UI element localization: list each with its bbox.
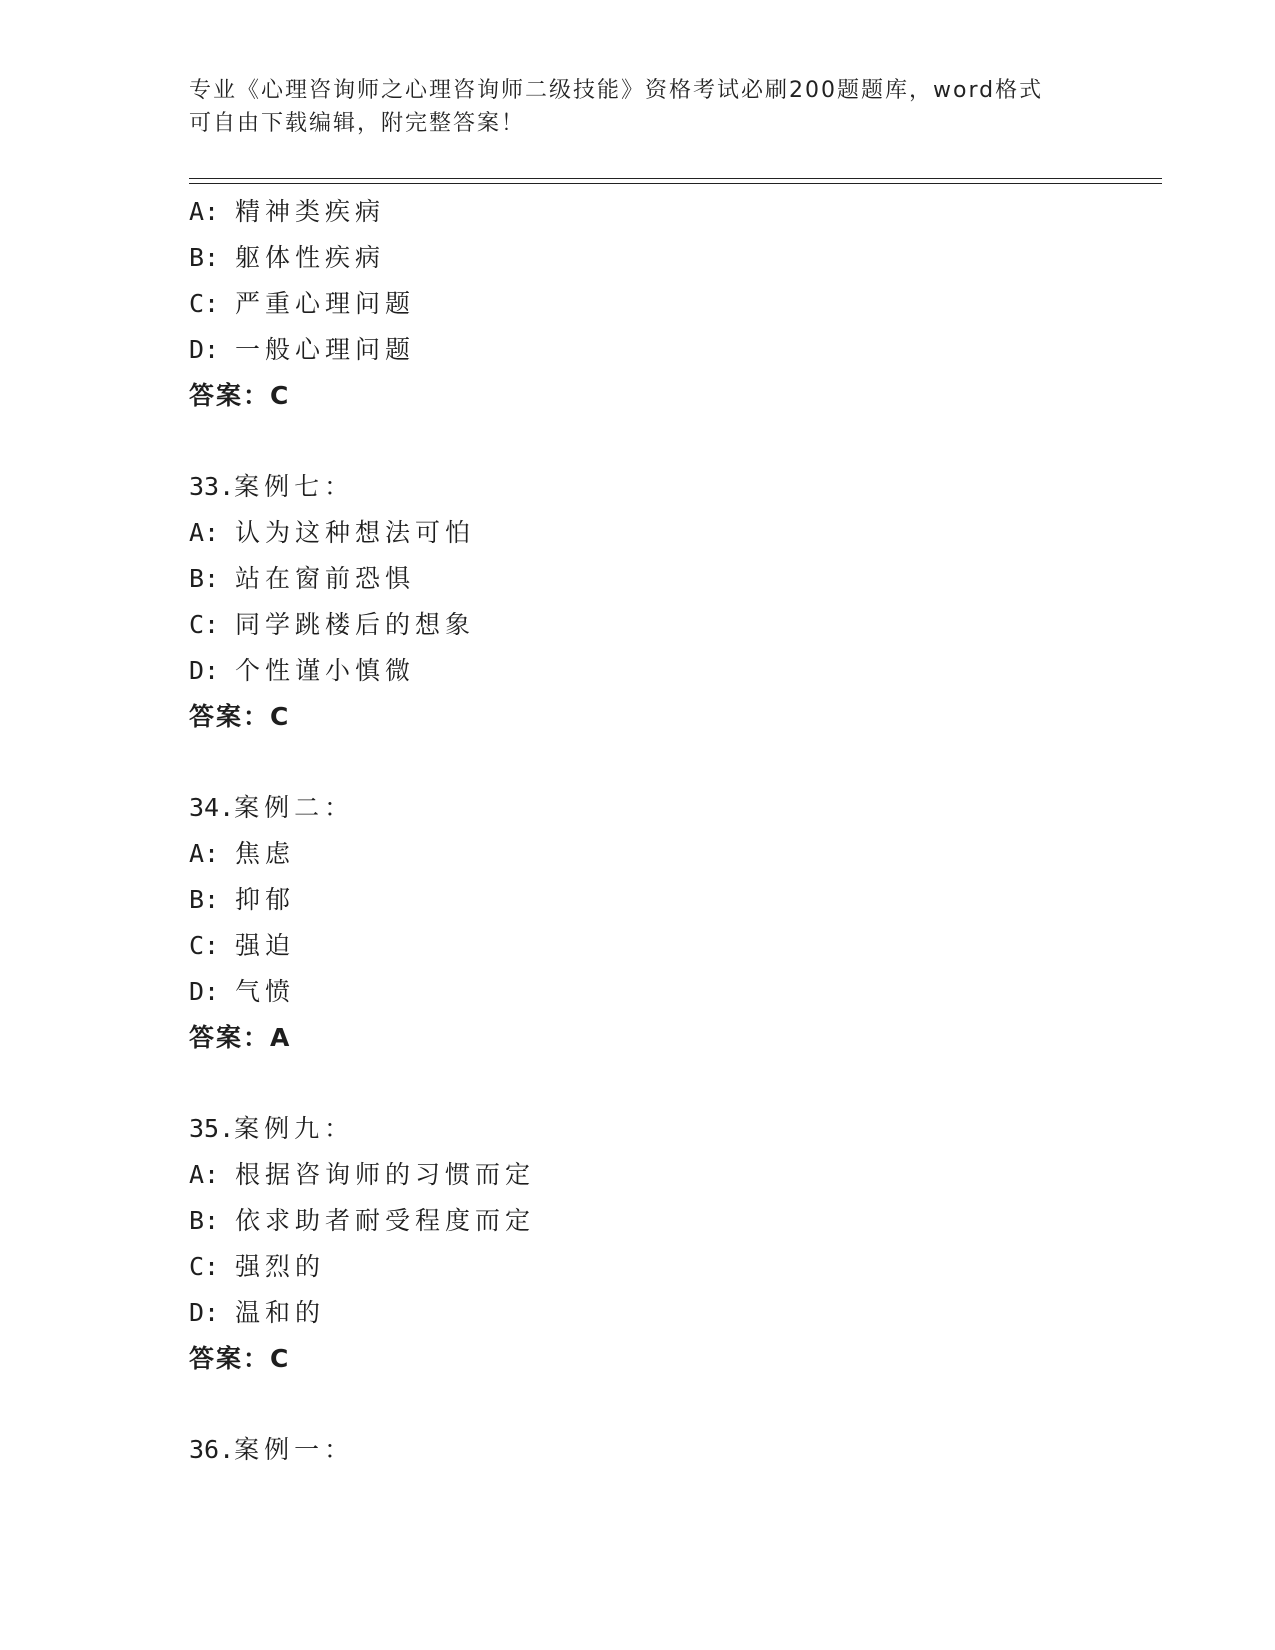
- option-text: 根据咨询师的习惯而定: [235, 1160, 536, 1189]
- option-text: 抑郁: [235, 885, 296, 914]
- question-text: 案例一：: [234, 1435, 355, 1464]
- option-c: [189, 281, 1149, 327]
- question-number: 33.: [189, 472, 235, 501]
- question-block: [189, 189, 1149, 419]
- answer-line: 答案：A: [189, 1023, 292, 1052]
- question-block: [189, 1106, 1149, 1382]
- option-d: [189, 327, 1149, 373]
- question-number: 35.: [189, 1114, 235, 1143]
- answer-line: 答案：C: [189, 1344, 291, 1373]
- option-label: C:: [189, 931, 220, 960]
- option-text: 个性谨小慎微: [235, 656, 416, 685]
- option-text: 强烈的: [235, 1252, 326, 1281]
- option-label: A:: [189, 839, 220, 868]
- option-label: D:: [189, 335, 220, 364]
- option-label: C:: [189, 610, 220, 639]
- option-text: 躯体性疾病: [235, 243, 386, 272]
- block-spacer: [189, 740, 1149, 785]
- option-label: B:: [189, 1206, 220, 1235]
- question-title: [189, 1106, 1149, 1152]
- header-divider-bottom: [189, 183, 1162, 184]
- question-block: [189, 464, 1149, 740]
- option-a: [189, 510, 1149, 556]
- option-label: A:: [189, 197, 220, 226]
- option-d: [189, 969, 1149, 1015]
- option-label: D:: [189, 1298, 220, 1327]
- option-label: C:: [189, 289, 220, 318]
- question-list: [189, 189, 1149, 1473]
- block-spacer: [189, 1061, 1149, 1106]
- option-text: 精神类疾病: [235, 197, 386, 226]
- question-title: [189, 785, 1149, 831]
- option-b: [189, 1198, 1149, 1244]
- option-label: A:: [189, 1160, 220, 1189]
- option-b: [189, 556, 1149, 602]
- option-c: [189, 1244, 1149, 1290]
- question-title: [189, 464, 1149, 510]
- question-text: 案例二：: [234, 793, 355, 822]
- option-a: [189, 1152, 1149, 1198]
- block-spacer: [189, 1382, 1149, 1427]
- option-label: D:: [189, 977, 220, 1006]
- question-block: [189, 1427, 1149, 1473]
- question-text: 案例七：: [234, 472, 355, 501]
- header-divider-top: [189, 178, 1162, 179]
- option-text: 认为这种想法可怕: [235, 518, 476, 547]
- question-title: [189, 1427, 1149, 1473]
- option-c: [189, 923, 1149, 969]
- question-block: [189, 785, 1149, 1061]
- option-b: [189, 877, 1149, 923]
- option-d: [189, 648, 1149, 694]
- header-line-2: 可自由下载编辑，附完整答案！: [189, 111, 526, 136]
- option-text: 一般心理问题: [235, 335, 416, 364]
- option-text: 温和的: [235, 1298, 326, 1327]
- option-text: 严重心理问题: [235, 289, 416, 318]
- option-label: B:: [189, 885, 220, 914]
- option-b: [189, 235, 1149, 281]
- question-number: 34.: [189, 793, 235, 822]
- answer-line: 答案：C: [189, 381, 291, 410]
- option-d: [189, 1290, 1149, 1336]
- document-header: [189, 74, 1089, 140]
- question-text: 案例九：: [234, 1114, 355, 1143]
- block-spacer: [189, 419, 1149, 464]
- option-c: [189, 602, 1149, 648]
- option-text: 焦虑: [235, 839, 296, 868]
- option-label: C:: [189, 1252, 220, 1281]
- option-text: 气愤: [235, 977, 296, 1006]
- header-line-1: 专业《心理咨询师之心理咨询师二级技能》资格考试必刷200题题库，word格式: [189, 78, 1044, 103]
- option-text: 依求助者耐受程度而定: [235, 1206, 536, 1235]
- option-label: B:: [189, 564, 220, 593]
- question-number: 36.: [189, 1435, 235, 1464]
- option-label: D:: [189, 656, 220, 685]
- option-label: B:: [189, 243, 220, 272]
- option-text: 站在窗前恐惧: [235, 564, 416, 593]
- option-text: 同学跳楼后的想象: [235, 610, 476, 639]
- option-a: [189, 189, 1149, 235]
- option-text: 强迫: [235, 931, 296, 960]
- answer-line: 答案：C: [189, 702, 291, 731]
- option-a: [189, 831, 1149, 877]
- option-label: A:: [189, 518, 220, 547]
